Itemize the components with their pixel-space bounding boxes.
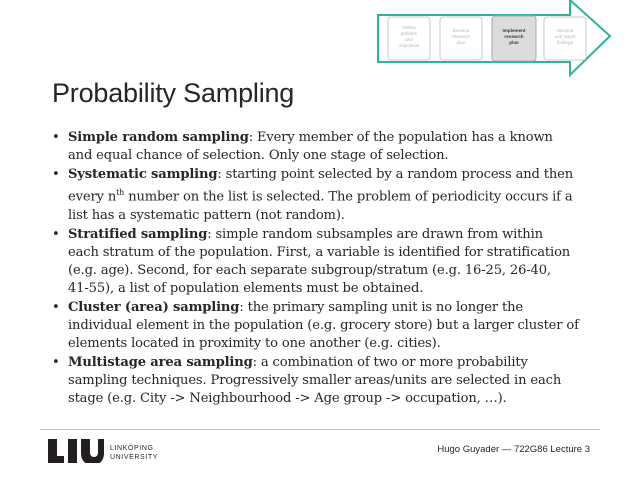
liu-logo-icon xyxy=(48,439,104,463)
bullet-text: number on the list is selected. The problem of periodicity occurs if a xyxy=(124,189,573,205)
bullet-text: each stratum of the population. First, a variable is identified for stratification xyxy=(68,244,571,260)
bullet-text: elements located in proximity to one another (e.g. cities). xyxy=(68,335,441,351)
bullet-term: Multistage area sampling xyxy=(68,355,253,371)
bullet-dot-icon: • xyxy=(52,299,60,315)
bullet-text: : starting point selected by a random process and then xyxy=(217,167,574,183)
bullet-term: Simple random sampling xyxy=(68,130,249,145)
bullet-stratified xyxy=(50,226,598,298)
bullet-text: individual element in the population (e.g. grocery store) but a larger cluster of xyxy=(68,317,579,333)
bullet-text: 41-55), a list of population elements must be obtained. xyxy=(68,280,424,296)
bullet-text: : a combination of two or more probability xyxy=(252,355,528,371)
bullet-multistage xyxy=(50,354,598,408)
bullet-text: stage (e.g. City -> Neighbourhood -> Age group -> occupation, …). xyxy=(68,391,507,407)
bullet-dot-icon: • xyxy=(52,130,60,145)
bullet-superscript: th xyxy=(116,188,125,198)
bullet-text: every n xyxy=(68,189,117,205)
slide-title: Probability Sampling xyxy=(52,78,295,108)
bullet-list xyxy=(50,129,598,409)
bullet-text: sampling techniques. Progressively smaller areas/units are selected in each xyxy=(68,373,562,389)
process-step-1: Define problem and objectives xyxy=(398,25,420,48)
bullet-dot-icon: • xyxy=(52,355,60,371)
bullet-dot-icon: • xyxy=(52,226,60,242)
logo-line-2: UNIVERSITY xyxy=(110,454,159,461)
process-step-2: Develop research plan xyxy=(452,28,470,45)
footer-caption: Hugo Guyader — 722G86 Lecture 3 xyxy=(437,444,590,455)
process-step-4: Interpret and report findings xyxy=(554,28,576,45)
logo-line-1: LINKÖPING xyxy=(110,445,154,452)
bullet-systematic xyxy=(50,166,598,224)
footer-divider xyxy=(40,429,600,430)
bullet-dot-icon: • xyxy=(52,167,60,183)
bullet-term: Stratified sampling xyxy=(68,226,208,242)
bullet-cluster xyxy=(50,299,598,353)
bullet-simple-random xyxy=(50,129,598,165)
process-diagram xyxy=(0,0,638,80)
bullet-text: (e.g. age). Second, for each separate subgroup/stratum (e.g. 16-25, 26-40, xyxy=(68,262,551,278)
bullet-text: : Every member of the population has a known xyxy=(248,130,553,145)
process-arrow-graphic xyxy=(0,0,638,80)
university-logo xyxy=(48,437,158,465)
bullet-text: list has a systematic pattern (not random). xyxy=(68,207,345,223)
bullet-text: : the primary sampling unit is no longer the xyxy=(239,299,523,315)
bullet-term: Systematic sampling xyxy=(68,167,218,183)
bullet-text: and equal chance of selection. Only one stage of selection. xyxy=(68,148,449,163)
bullet-text: : simple random subsamples are drawn from within xyxy=(207,226,543,242)
bullet-term: Cluster (area) sampling xyxy=(68,299,240,315)
process-step-3: Implement research plan xyxy=(502,28,526,45)
